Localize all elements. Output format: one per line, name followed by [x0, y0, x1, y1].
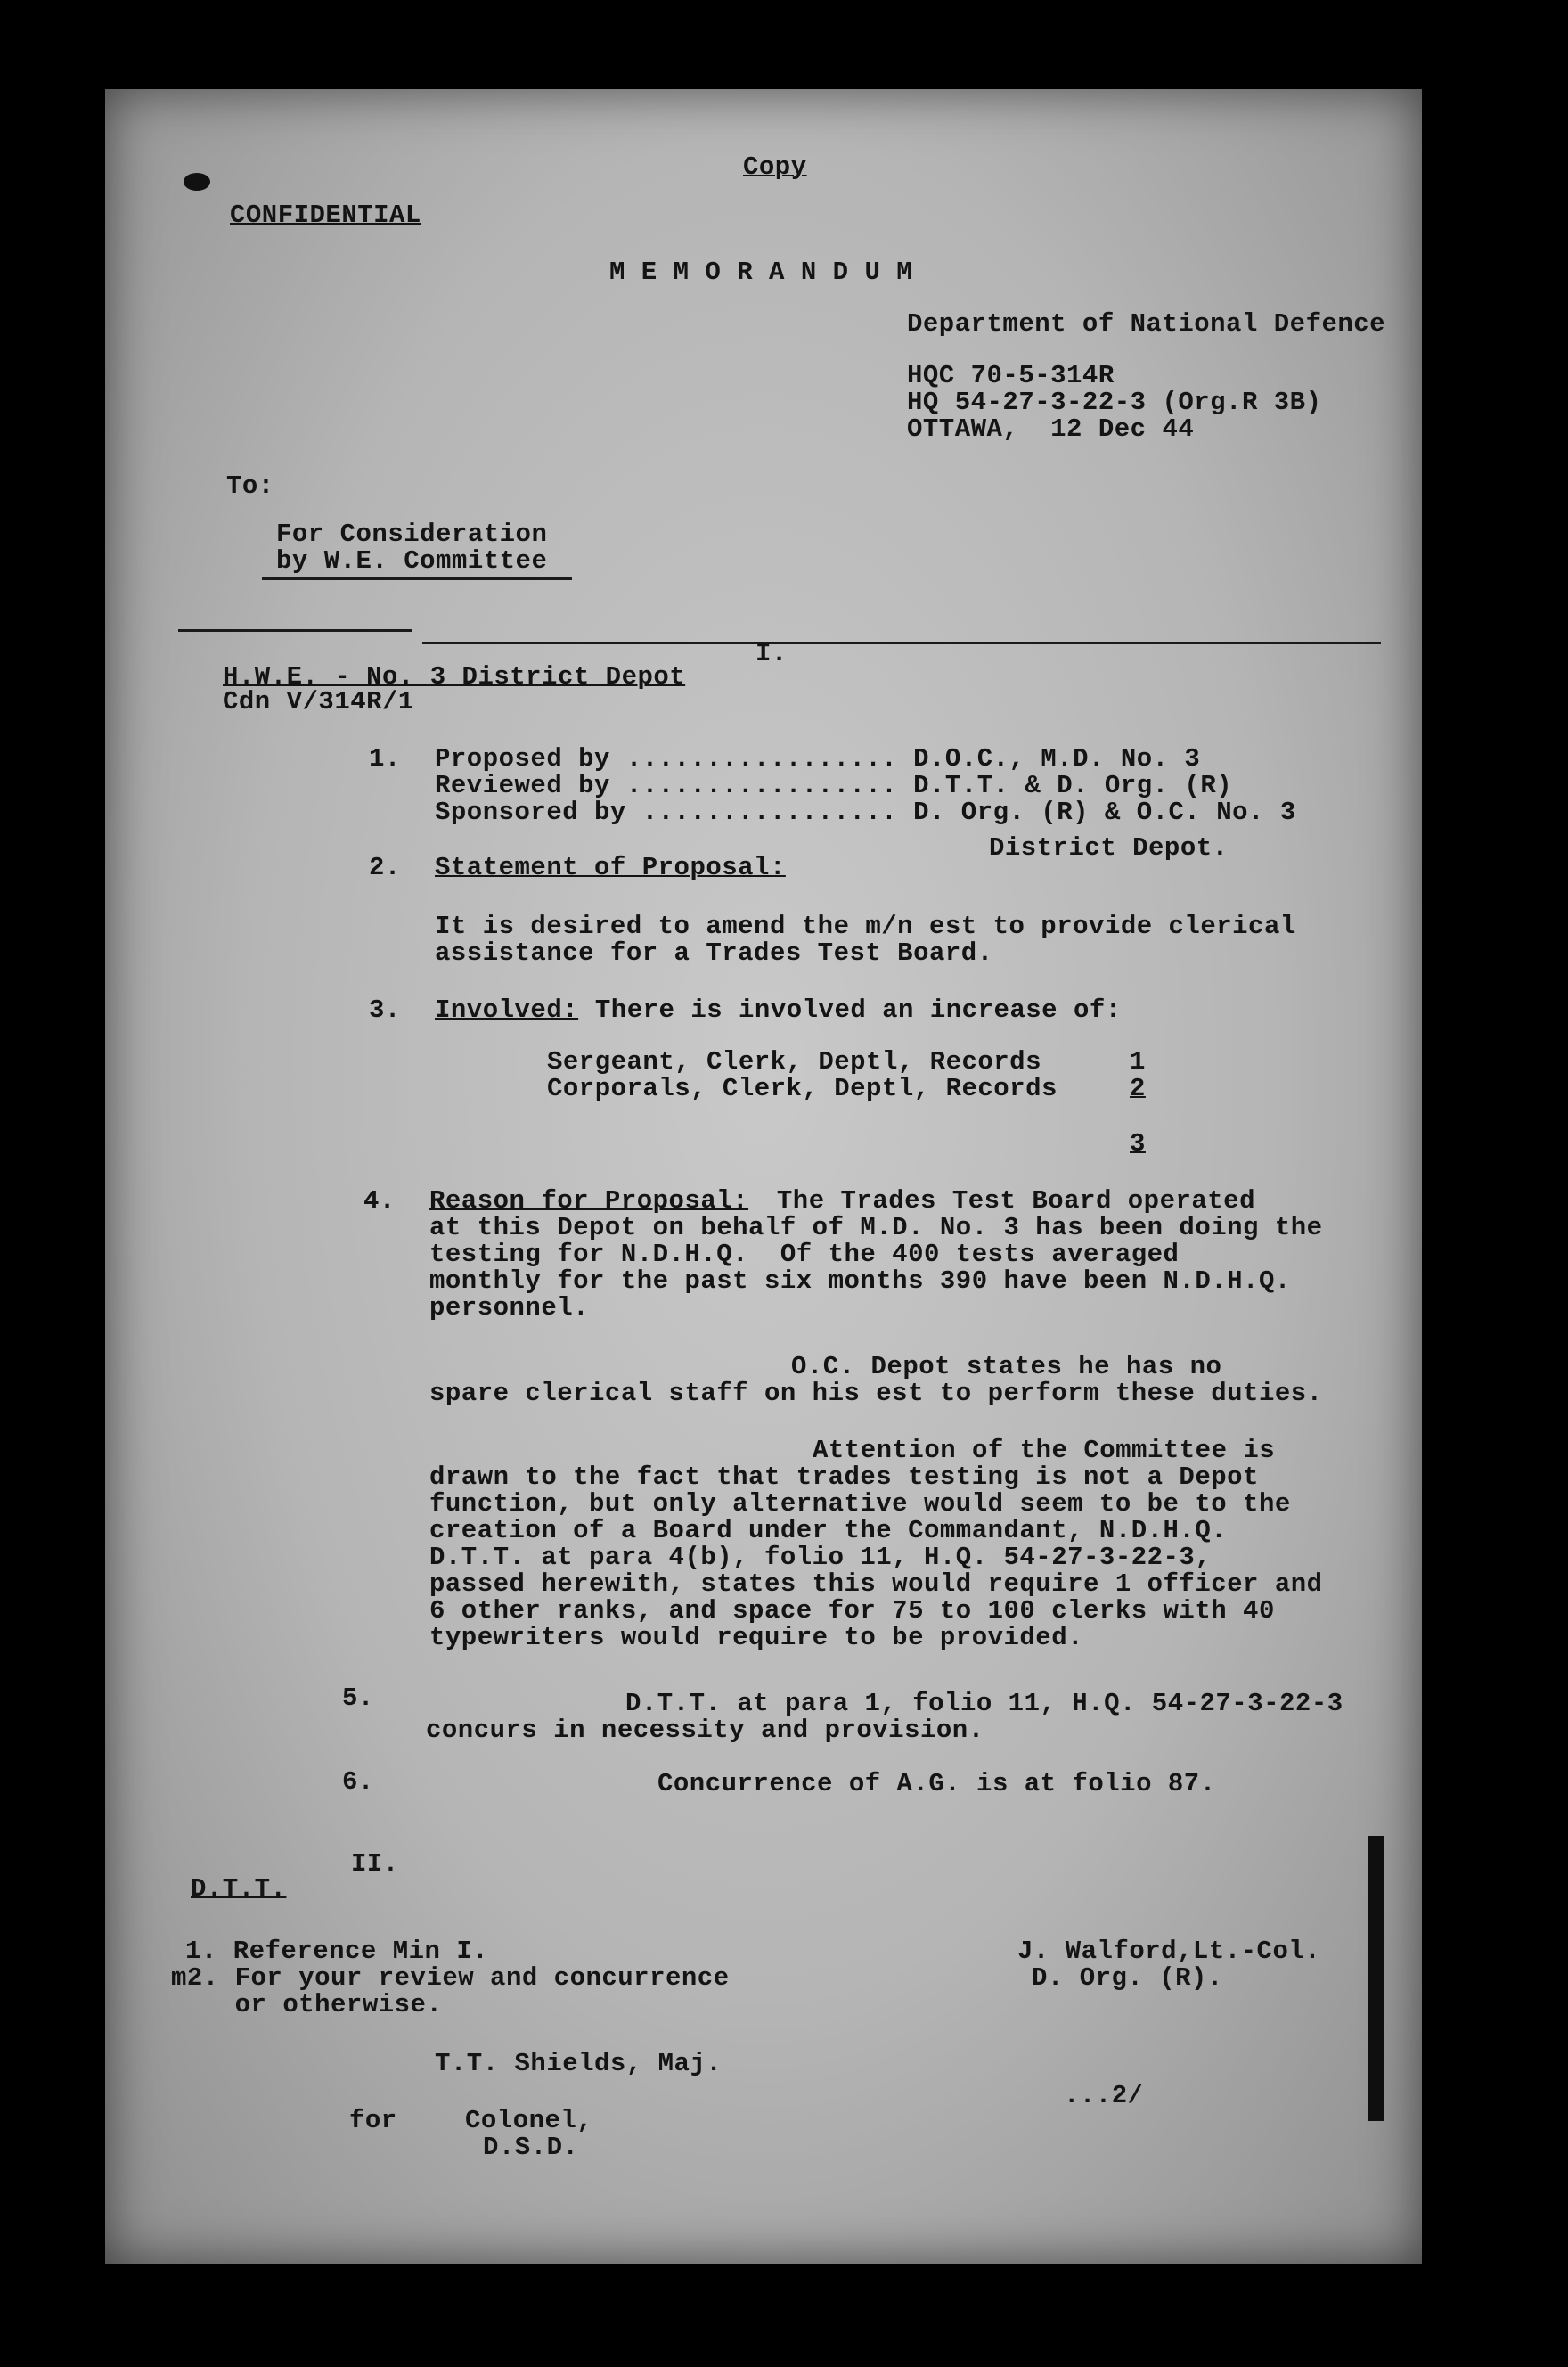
para-3-number: 3. [369, 995, 401, 1025]
classification: CONFIDENTIAL [230, 201, 421, 230]
minute-2-addressee: D.T.T. [191, 1874, 287, 1904]
to-line-2: by W.E. Committee [276, 546, 548, 576]
para-4c-line-1: Attention of the Committee is [813, 1436, 1276, 1465]
para-4c-line-5: D.T.T. at para 4(b), folio 11, H.Q. 54-27-3-22-3, [429, 1543, 1212, 1572]
para-4b-line-2: spare clerical staff on his est to perform these duties. [429, 1379, 1323, 1408]
para-2-line-2: assistance for a Trades Test Board. [435, 938, 993, 968]
page-continuation: ...2/ [1064, 2081, 1144, 2110]
para-6-line-1: Concurrence of A.G. is at folio 87. [657, 1769, 1216, 1798]
separator-left [178, 629, 412, 632]
increase-item-2-qty: 2 [1130, 1074, 1146, 1103]
memo-title: M E M O R A N D U M [609, 258, 913, 287]
para-4-number: 4. [363, 1186, 396, 1216]
ink-blot [184, 173, 210, 191]
para-4-line-1: The Trades Test Board operated [761, 1186, 1255, 1216]
para-4-line-3: testing for N.D.H.Q. Of the 400 tests averaged [429, 1240, 1180, 1269]
para-4c-line-8: typewriters would require to be provided. [429, 1623, 1084, 1652]
para-5-number: 5. [342, 1683, 374, 1713]
binding-shadow [1368, 1836, 1384, 2121]
minute-1-numeral: I. [755, 639, 788, 668]
para-4c-line-2: drawn to the fact that trades testing is not a Depot [429, 1462, 1259, 1492]
to-underline [262, 577, 572, 580]
copy-label: Copy [743, 152, 807, 182]
sponsored-by: Sponsored by ................ D. Org. (R) & O.C. No. 3 [435, 798, 1296, 827]
to-label: To: [226, 471, 274, 501]
increase-item-1-desc: Sergeant, Clerk, Deptl, Records [547, 1047, 1041, 1077]
signature-2-for: for [349, 2106, 397, 2135]
to-line-1: For Consideration [276, 520, 548, 549]
increase-item-2-desc: Corporals, Clerk, Deptl, Records [547, 1074, 1058, 1103]
para-2-heading: Statement of Proposal: [435, 853, 786, 882]
signature-2-rank: Colonel, [465, 2106, 593, 2135]
subject-line-2: Cdn V/314R/1 [223, 687, 414, 717]
para-6-number: 6. [342, 1767, 374, 1797]
signature-name: J. Walford,Lt.-Col. [1017, 1937, 1321, 1966]
para-4-line-5: personnel. [429, 1293, 590, 1323]
increase-item-1-qty: 1 [1130, 1047, 1146, 1077]
para-3-text: There is involved an increase of: [579, 995, 1122, 1025]
para-4-line-2: at this Depot on behalf of M.D. No. 3 has been doing the [429, 1213, 1323, 1242]
separator-right [422, 642, 1381, 644]
document-page [105, 89, 1422, 2264]
para-5-line-2: concurs in necessity and provision. [426, 1716, 984, 1745]
para-3-heading: Involved: [435, 995, 579, 1025]
para-4-heading: Reason for Proposal: [429, 1186, 749, 1216]
sponsored-by-cont: District Depot. [989, 833, 1229, 863]
place-date: OTTAWA, 12 Dec 44 [907, 414, 1195, 444]
para-4c-line-6: passed herewith, states this would require 1 officer and [429, 1569, 1323, 1599]
reviewed-by: Reviewed by ................. D.T.T. & D. Org. (R) [435, 771, 1233, 800]
proposed-by: Proposed by ................. D.O.C., M.D. No. 3 [435, 744, 1201, 774]
para-1-number: 1. [369, 744, 401, 774]
file-ref-1: HQC 70-5-314R [907, 361, 1115, 390]
minute-2-line-1: 1. Reference Min I. [185, 1937, 489, 1966]
minute-2-numeral: II. [351, 1849, 399, 1879]
para-4c-line-7: 6 other ranks, and space for 75 to 100 clerks with 40 [429, 1596, 1275, 1626]
para-5-line-1: D.T.T. at para 1, folio 11, H.Q. 54-27-3-22-3 [625, 1689, 1343, 1718]
signature-title: D. Org. (R). [1032, 1963, 1223, 1993]
para-2-number: 2. [369, 853, 401, 882]
department: Department of National Defence [907, 309, 1386, 339]
para-4c-line-3: function, but only alternative would seem to be to the [429, 1489, 1291, 1519]
increase-total: 3 [1130, 1129, 1146, 1159]
para-4-line-4: monthly for the past six months 390 have been N.D.H.Q. [429, 1266, 1291, 1296]
subject-line-1: H.W.E. - No. 3 District Depot [223, 662, 686, 692]
signature-2-title: D.S.D. [483, 2133, 579, 2162]
minute-2-line-2: m2. For your review and concurrence [171, 1963, 730, 1993]
para-2-line-1: It is desired to amend the m/n est to provide clerical [435, 912, 1296, 941]
signature-2-name: T.T. Shields, Maj. [435, 2049, 723, 2078]
file-ref-2: HQ 54-27-3-22-3 (Org.R 3B) [907, 388, 1322, 417]
minute-2-line-3: or otherwise. [171, 1990, 443, 2019]
para-4b-line-1: O.C. Depot states he has no [791, 1352, 1222, 1381]
para-4c-line-4: creation of a Board under the Commandant, N.D.H.Q. [429, 1516, 1228, 1545]
